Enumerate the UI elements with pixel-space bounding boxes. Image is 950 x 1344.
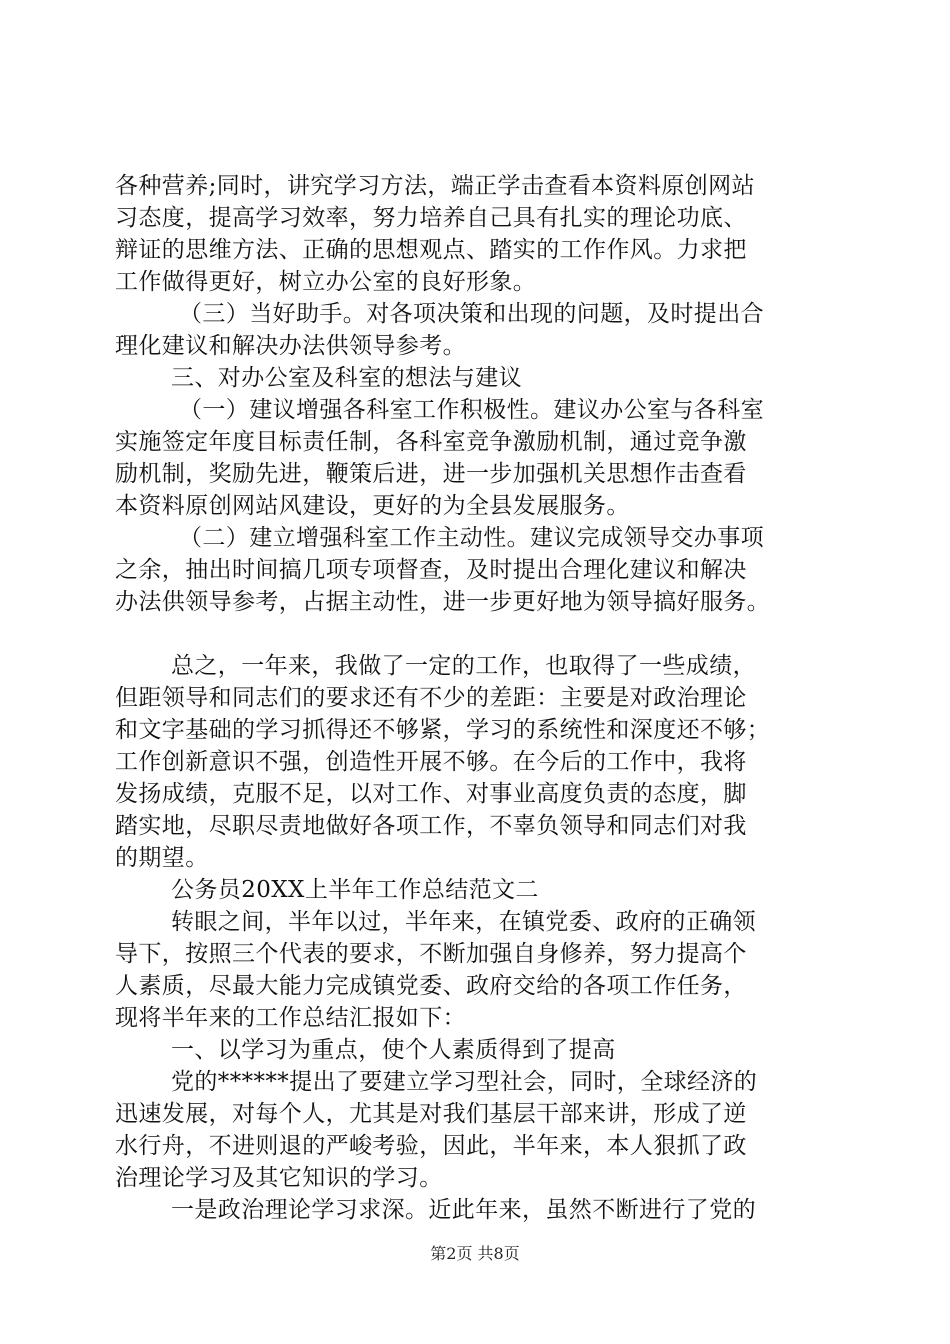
text-line: 习态度，提高学习效率，努力培养自己具有扎实的理论功底、	[115, 205, 747, 231]
text-line: 发扬成绩，克服不足，以对工作、对事业高度负责的态度，脚	[115, 781, 747, 807]
text-line: 之余，抽出时间搞几项专项督查，及时提出合理化建议和解决	[115, 557, 747, 583]
text-line: 水行舟，不进则退的严峻考验，因此，半年来，本人狠抓了政	[115, 1133, 747, 1159]
text-line: 工作创新意识不强，创造性开展不够。在今后的工作中，我将	[115, 749, 747, 775]
text-line: 人素质，尽最大能力完成镇党委、政府交给的各项工作任务，	[115, 973, 747, 999]
text-line: （一）建议增强各科室工作积极性。建议办公室与各科室	[179, 397, 764, 423]
text-line: （三）当好助手。对各项决策和出现的问题，及时提出合	[179, 301, 764, 327]
text-line: 治理论学习及其它知识的学习。	[115, 1165, 443, 1191]
text-line: 现将半年来的工作总结汇报如下：	[115, 1005, 466, 1031]
section-heading: 三、对办公室及科室的想法与建议	[171, 365, 522, 391]
text-line: 办法供领导参考，占据主动性，进一步更好地为领导搞好服务。	[115, 589, 771, 615]
text-line: 工作做得更好，树立办公室的良好形象。	[115, 269, 537, 295]
text-line: 踏实地，尽职尽责地做好各项工作，不辜负领导和同志们对我	[115, 813, 747, 839]
text-line: 和文字基础的学习抓得还不够紧，学习的系统性和深度还不够；	[115, 717, 771, 743]
text-line: 党的******提出了要建立学习型社会，同时，全球经济的	[171, 1069, 758, 1095]
text-line: 的期望。	[115, 845, 209, 871]
text-line: 各种营养;同时，讲究学习方法，端正学击查看本资料原创网站	[115, 173, 755, 199]
text-line: 但距领导和同志们的要求还有不少的差距：主要是对政治理论	[115, 685, 747, 711]
text-line: 励机制，奖励先进，鞭策后进，进一步加强机关思想作击查看	[115, 461, 747, 487]
section-title: 公务员20XX上半年工作总结范文二	[171, 877, 539, 903]
section-heading: 一、以学习为重点，使个人素质得到了提高	[171, 1037, 616, 1063]
text-line: 迅速发展，对每个人，尤其是对我们基层干部来讲，形成了逆	[115, 1101, 747, 1127]
document-body	[115, 170, 855, 1226]
text-line: （二）建立增强科室工作主动性。建议完成领导交办事项	[179, 525, 764, 551]
text-line: 总之，一年来，我做了一定的工作，也取得了一些成绩，	[171, 653, 756, 679]
text-line: 转眼之间，半年以过，半年来，在镇党委、政府的正确领	[171, 909, 756, 935]
page-number-footer: 第2页 共8页	[430, 1244, 520, 1263]
paragraph-gap	[115, 618, 855, 650]
text-line: 实施签定年度目标责任制，各科室竞争激励机制，通过竞争激	[115, 429, 747, 455]
text-line: 理化建议和解决办法供领导参考。	[115, 333, 466, 359]
text-line: 本资料原创网站风建设，更好的为全县发展服务。	[115, 493, 630, 519]
text-line: 辩证的思维方法、正确的思想观点、踏实的工作作风。力求把	[115, 237, 747, 263]
text-line: 导下，按照三个代表的要求，不断加强自身修养，努力提高个	[115, 941, 747, 967]
text-line: 一是政治理论学习求深。近此年来，虽然不断进行了党的	[171, 1197, 756, 1223]
